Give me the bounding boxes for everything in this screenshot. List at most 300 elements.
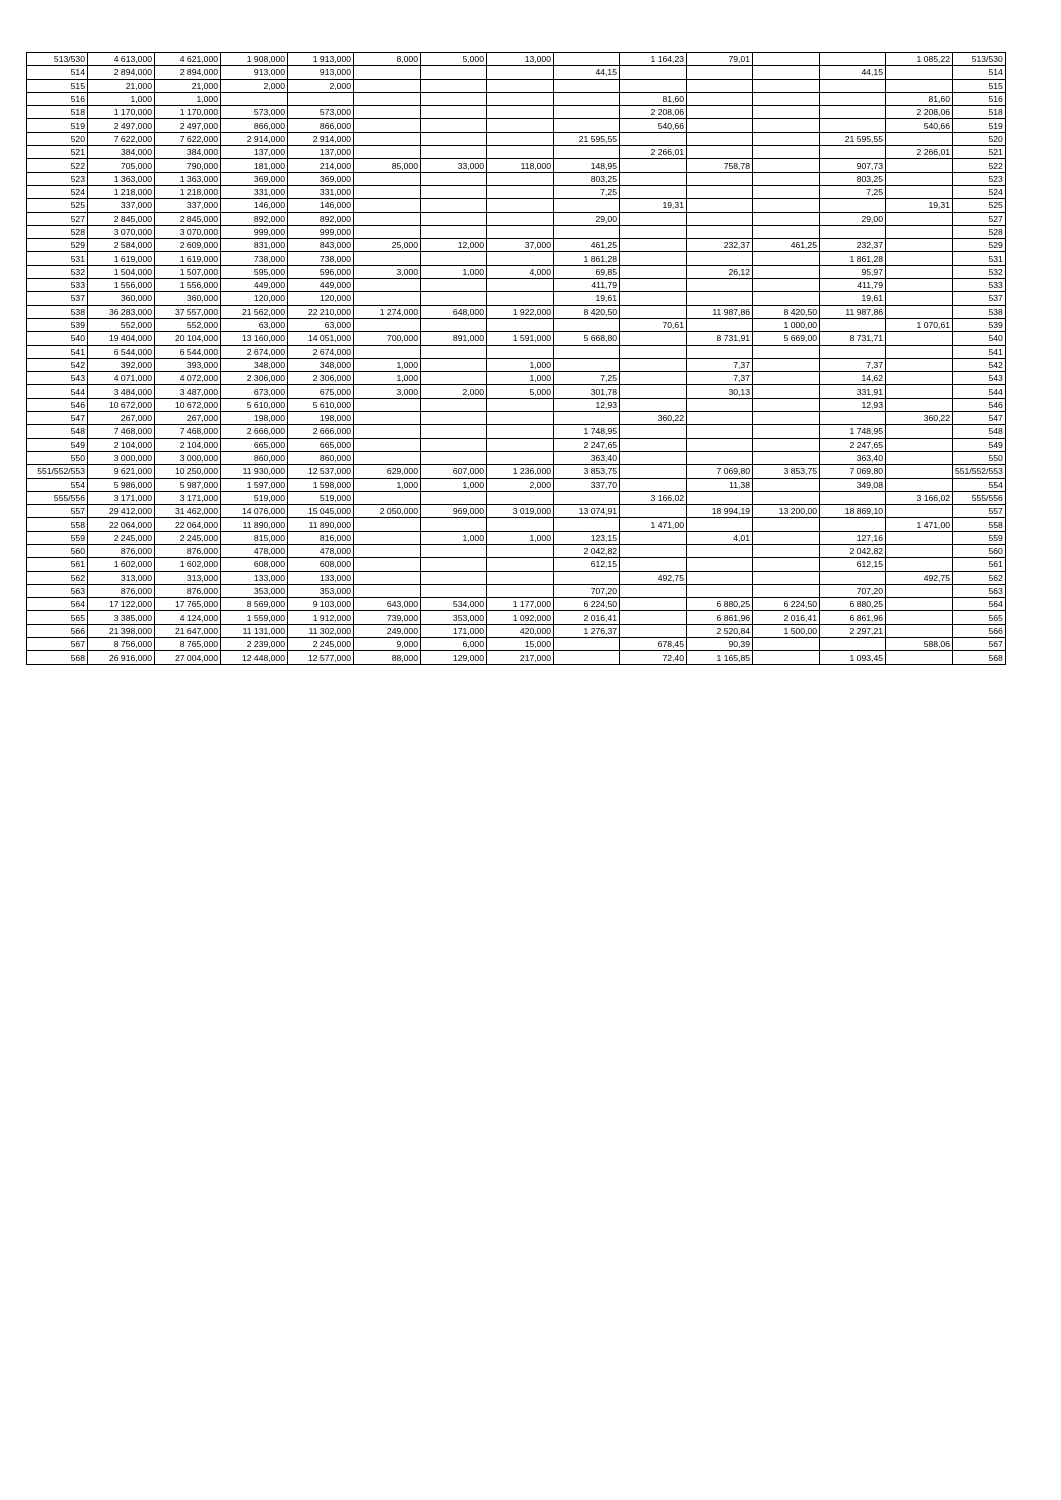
table-cell: 348,000 xyxy=(288,358,354,371)
table-cell: 1 085,22 xyxy=(886,53,953,66)
table-row xyxy=(27,292,1006,305)
table-cell: 643,000 xyxy=(354,598,421,611)
table-cell xyxy=(354,185,421,198)
table-cell: 518 xyxy=(953,106,1006,119)
table-cell xyxy=(421,279,487,292)
table-cell: 541 xyxy=(27,345,88,358)
table-cell xyxy=(620,584,687,597)
table-cell xyxy=(886,544,953,557)
table-cell: 348,000 xyxy=(221,358,288,371)
table-cell xyxy=(354,318,421,331)
table-cell xyxy=(753,265,820,278)
table-cell: 9 621,000 xyxy=(88,465,155,478)
table-cell: 9 103,000 xyxy=(288,598,354,611)
table-cell xyxy=(687,518,753,531)
table-cell xyxy=(620,358,687,371)
table-cell xyxy=(753,212,820,225)
table-cell xyxy=(886,252,953,265)
table-cell xyxy=(354,106,421,119)
table-cell: 313,000 xyxy=(88,571,155,584)
table-cell xyxy=(753,651,820,664)
table-cell: 337,000 xyxy=(155,199,221,212)
table-cell: 1 170,000 xyxy=(155,106,221,119)
table-cell: 552,000 xyxy=(88,318,155,331)
table-cell: 13 200,00 xyxy=(753,505,820,518)
table-cell xyxy=(687,225,753,238)
table-cell xyxy=(421,491,487,504)
table-cell: 5,000 xyxy=(421,53,487,66)
table-cell: 562 xyxy=(27,571,88,584)
table-cell: 384,000 xyxy=(155,146,221,159)
table-cell: 6 880,25 xyxy=(820,598,886,611)
table-cell: 2 520,84 xyxy=(687,624,753,637)
table-cell xyxy=(620,159,687,172)
table-cell: 22 064,000 xyxy=(88,518,155,531)
table-cell: 532 xyxy=(953,265,1006,278)
table-cell: 1 559,000 xyxy=(221,611,288,624)
table-cell: 534,000 xyxy=(421,598,487,611)
table-cell xyxy=(886,239,953,252)
table-cell xyxy=(421,372,487,385)
table-cell: 21 595,55 xyxy=(820,132,886,145)
table-row xyxy=(27,185,1006,198)
table-cell xyxy=(421,79,487,92)
table-cell: 525 xyxy=(27,199,88,212)
table-cell xyxy=(487,292,554,305)
table-row xyxy=(27,412,1006,425)
table-cell: 524 xyxy=(953,185,1006,198)
table-cell xyxy=(620,66,687,79)
table-cell: 11 890,000 xyxy=(288,518,354,531)
table-cell xyxy=(421,225,487,238)
table-cell: 557 xyxy=(27,505,88,518)
table-cell xyxy=(421,185,487,198)
table-cell: 539 xyxy=(27,318,88,331)
table-cell: 555/556 xyxy=(27,491,88,504)
table-cell xyxy=(421,119,487,132)
table-cell: 3 853,75 xyxy=(554,465,620,478)
table-cell: 2 239,000 xyxy=(221,638,288,651)
table-row xyxy=(27,119,1006,132)
table-cell: 21,000 xyxy=(155,79,221,92)
table-cell: 11 131,000 xyxy=(221,624,288,637)
table-cell xyxy=(421,199,487,212)
table-cell xyxy=(620,398,687,411)
table-cell xyxy=(554,491,620,504)
table-cell: 369,000 xyxy=(221,172,288,185)
table-cell xyxy=(487,212,554,225)
table-cell: 2,000 xyxy=(221,79,288,92)
table-cell: 999,000 xyxy=(221,225,288,238)
table-cell xyxy=(620,544,687,557)
table-cell xyxy=(620,465,687,478)
table-cell: 198,000 xyxy=(288,412,354,425)
table-cell: 876,000 xyxy=(155,584,221,597)
table-cell: 5 610,000 xyxy=(288,398,354,411)
table-cell: 7 622,000 xyxy=(88,132,155,145)
table-cell xyxy=(620,451,687,464)
table-cell xyxy=(554,571,620,584)
table-cell: 528 xyxy=(953,225,1006,238)
table-cell xyxy=(687,66,753,79)
table-cell: 2,000 xyxy=(487,478,554,491)
table-cell xyxy=(354,558,421,571)
table-cell: 1 912,000 xyxy=(288,611,354,624)
table-row xyxy=(27,358,1006,371)
table-cell: 3,000 xyxy=(354,385,421,398)
table-cell: 2 104,000 xyxy=(88,438,155,451)
table-cell xyxy=(753,385,820,398)
table-row xyxy=(27,398,1006,411)
table-cell: 7,37 xyxy=(687,358,753,371)
table-cell: 547 xyxy=(27,412,88,425)
table-cell: 267,000 xyxy=(88,412,155,425)
table-cell xyxy=(421,106,487,119)
table-cell: 10 672,000 xyxy=(88,398,155,411)
table-cell: 19 404,000 xyxy=(88,332,155,345)
table-cell xyxy=(487,132,554,145)
table-cell: 37 557,000 xyxy=(155,305,221,318)
table-cell: 608,000 xyxy=(288,558,354,571)
table-cell xyxy=(886,451,953,464)
table-cell: 2 894,000 xyxy=(155,66,221,79)
table-cell: 573,000 xyxy=(288,106,354,119)
table-cell: 29,00 xyxy=(554,212,620,225)
table-cell: 533 xyxy=(953,279,1006,292)
table-cell: 363,40 xyxy=(820,451,886,464)
table-cell: 353,000 xyxy=(421,611,487,624)
table-cell xyxy=(620,478,687,491)
table-cell: 2 245,000 xyxy=(288,638,354,651)
table-cell xyxy=(687,292,753,305)
table-cell: 540,66 xyxy=(620,119,687,132)
table-cell: 529 xyxy=(953,239,1006,252)
table-cell xyxy=(886,279,953,292)
table-cell xyxy=(487,172,554,185)
table-cell xyxy=(620,132,687,145)
table-cell: 675,000 xyxy=(288,385,354,398)
table-cell: 758,78 xyxy=(687,159,753,172)
table-cell xyxy=(687,79,753,92)
table-cell: 11 890,000 xyxy=(221,518,288,531)
table-cell: 2 666,000 xyxy=(221,425,288,438)
table-cell: 11 987,86 xyxy=(687,305,753,318)
table-cell: 707,20 xyxy=(820,584,886,597)
table-cell xyxy=(421,425,487,438)
table-cell: 551/552/553 xyxy=(953,465,1006,478)
table-cell: 12,93 xyxy=(820,398,886,411)
table-cell xyxy=(820,92,886,105)
table-cell: 568 xyxy=(27,651,88,664)
table-cell xyxy=(886,651,953,664)
table-cell xyxy=(554,318,620,331)
table-cell: 1 276,37 xyxy=(554,624,620,637)
table-cell: 214,000 xyxy=(288,159,354,172)
table-cell xyxy=(687,491,753,504)
table-cell xyxy=(354,279,421,292)
table-cell: 550 xyxy=(27,451,88,464)
table-cell xyxy=(886,212,953,225)
table-cell: 546 xyxy=(27,398,88,411)
table-cell: 2 914,000 xyxy=(221,132,288,145)
table-cell: 816,000 xyxy=(288,531,354,544)
table-cell: 541 xyxy=(953,345,1006,358)
table-cell: 1 598,000 xyxy=(288,478,354,491)
table-cell xyxy=(753,292,820,305)
table-cell: 44,15 xyxy=(820,66,886,79)
table-cell: 363,40 xyxy=(554,451,620,464)
table-cell: 17 122,000 xyxy=(88,598,155,611)
table-row xyxy=(27,225,1006,238)
table-cell: 860,000 xyxy=(288,451,354,464)
table-cell: 36 283,000 xyxy=(88,305,155,318)
table-cell: 69,85 xyxy=(554,265,620,278)
table-cell xyxy=(487,225,554,238)
table-cell xyxy=(487,318,554,331)
table-cell: 562 xyxy=(953,571,1006,584)
table-cell: 515 xyxy=(27,79,88,92)
table-cell xyxy=(421,558,487,571)
table-cell: 411,79 xyxy=(554,279,620,292)
table-cell: 1 218,000 xyxy=(155,185,221,198)
table-cell: 531 xyxy=(27,252,88,265)
table-cell: 133,000 xyxy=(221,571,288,584)
table-cell: 13,000 xyxy=(487,53,554,66)
table-cell: 37,000 xyxy=(487,239,554,252)
table-cell xyxy=(354,491,421,504)
table-cell xyxy=(487,412,554,425)
table-cell xyxy=(753,252,820,265)
table-cell xyxy=(620,265,687,278)
table-row xyxy=(27,132,1006,145)
table-row xyxy=(27,159,1006,172)
table-cell: 539 xyxy=(953,318,1006,331)
table-cell: 9,000 xyxy=(354,638,421,651)
table-cell: 2 306,000 xyxy=(288,372,354,385)
table-cell: 1 861,28 xyxy=(554,252,620,265)
table-cell xyxy=(354,531,421,544)
table-cell xyxy=(886,292,953,305)
table-row xyxy=(27,66,1006,79)
table-cell: 21,000 xyxy=(88,79,155,92)
table-cell: 15 045,000 xyxy=(288,505,354,518)
table-cell xyxy=(487,146,554,159)
table-cell: 21 562,000 xyxy=(221,305,288,318)
table-cell: 2 894,000 xyxy=(88,66,155,79)
table-cell: 866,000 xyxy=(221,119,288,132)
table-cell: 90,39 xyxy=(687,638,753,651)
table-row xyxy=(27,558,1006,571)
table-cell xyxy=(886,558,953,571)
table-cell: 120,000 xyxy=(288,292,354,305)
table-cell: 1 748,95 xyxy=(820,425,886,438)
table-cell xyxy=(820,345,886,358)
table-cell: 2 666,000 xyxy=(288,425,354,438)
table-cell xyxy=(820,199,886,212)
table-cell: 738,000 xyxy=(221,252,288,265)
table-cell xyxy=(421,584,487,597)
table-cell xyxy=(354,425,421,438)
table-cell: 26 916,000 xyxy=(88,651,155,664)
table-row xyxy=(27,239,1006,252)
table-cell: 1 177,000 xyxy=(487,598,554,611)
table-cell xyxy=(354,172,421,185)
table-cell: 554 xyxy=(953,478,1006,491)
table-row xyxy=(27,53,1006,66)
table-cell xyxy=(687,438,753,451)
table-cell: 548 xyxy=(27,425,88,438)
table-cell xyxy=(354,412,421,425)
table-cell: 2 245,000 xyxy=(155,531,221,544)
table-cell: 4 072,000 xyxy=(155,372,221,385)
table-cell xyxy=(620,212,687,225)
table-cell xyxy=(753,146,820,159)
table-cell xyxy=(886,265,953,278)
table-cell: 392,000 xyxy=(88,358,155,371)
table-cell: 531 xyxy=(953,252,1006,265)
table-cell xyxy=(886,425,953,438)
table-cell: 6 224,50 xyxy=(554,598,620,611)
table-cell: 913,000 xyxy=(221,66,288,79)
table-cell xyxy=(554,53,620,66)
table-cell: 550 xyxy=(953,451,1006,464)
table-cell xyxy=(820,518,886,531)
table-cell: 7,37 xyxy=(820,358,886,371)
table-row xyxy=(27,199,1006,212)
table-cell: 393,000 xyxy=(155,358,221,371)
table-cell: 12 577,000 xyxy=(288,651,354,664)
table-cell: 360,22 xyxy=(620,412,687,425)
table-cell xyxy=(886,345,953,358)
table-cell: 1 500,00 xyxy=(753,624,820,637)
table-cell: 3 385,000 xyxy=(88,611,155,624)
table-cell xyxy=(886,584,953,597)
table-cell xyxy=(620,531,687,544)
table-cell: 331,000 xyxy=(288,185,354,198)
table-cell: 521 xyxy=(953,146,1006,159)
table-cell xyxy=(620,332,687,345)
table-cell: 29 412,000 xyxy=(88,505,155,518)
table-cell xyxy=(753,106,820,119)
table-cell: 543 xyxy=(953,372,1006,385)
table-cell: 11,38 xyxy=(687,478,753,491)
table-cell: 3 070,000 xyxy=(155,225,221,238)
table-cell: 540 xyxy=(953,332,1006,345)
table-cell xyxy=(554,518,620,531)
table-cell xyxy=(354,438,421,451)
table-row xyxy=(27,518,1006,531)
table-cell: 547 xyxy=(953,412,1006,425)
table-cell: 565 xyxy=(953,611,1006,624)
table-cell: 790,000 xyxy=(155,159,221,172)
table-cell: 540 xyxy=(27,332,88,345)
table-cell: 559 xyxy=(27,531,88,544)
table-cell: 267,000 xyxy=(155,412,221,425)
table-cell: 14 051,000 xyxy=(288,332,354,345)
table-cell xyxy=(620,79,687,92)
table-cell: 519 xyxy=(27,119,88,132)
table-cell xyxy=(886,132,953,145)
table-cell: 913,000 xyxy=(288,66,354,79)
table-cell: 1 218,000 xyxy=(88,185,155,198)
table-cell xyxy=(354,345,421,358)
table-cell: 4 613,000 xyxy=(88,53,155,66)
table-cell: 72,40 xyxy=(620,651,687,664)
table-cell: 2 609,000 xyxy=(155,239,221,252)
table-cell xyxy=(687,106,753,119)
table-cell: 519 xyxy=(953,119,1006,132)
table-cell: 10 672,000 xyxy=(155,398,221,411)
table-cell: 2 497,000 xyxy=(155,119,221,132)
table-cell xyxy=(753,558,820,571)
table-cell xyxy=(820,106,886,119)
table-cell xyxy=(753,544,820,557)
table-cell: 1 170,000 xyxy=(88,106,155,119)
table-cell: 558 xyxy=(27,518,88,531)
table-cell xyxy=(487,66,554,79)
table-cell xyxy=(620,558,687,571)
table-cell xyxy=(753,79,820,92)
table-cell: 2 845,000 xyxy=(155,212,221,225)
table-cell: 12,000 xyxy=(421,239,487,252)
table-row xyxy=(27,252,1006,265)
table-cell: 549 xyxy=(953,438,1006,451)
table-cell: 1 164,23 xyxy=(620,53,687,66)
table-cell: 1 471,00 xyxy=(886,518,953,531)
table-row xyxy=(27,491,1006,504)
table-cell xyxy=(487,425,554,438)
table-cell xyxy=(421,438,487,451)
table-cell: 519,000 xyxy=(288,491,354,504)
table-cell: 555/556 xyxy=(953,491,1006,504)
table-row xyxy=(27,332,1006,345)
table-cell xyxy=(886,505,953,518)
table-cell: 596,000 xyxy=(288,265,354,278)
table-cell: 21 398,000 xyxy=(88,624,155,637)
table-cell: 565 xyxy=(27,611,88,624)
table-cell: 21 647,000 xyxy=(155,624,221,637)
table-cell xyxy=(421,412,487,425)
table-cell: 552,000 xyxy=(155,318,221,331)
table-cell: 2 104,000 xyxy=(155,438,221,451)
table-cell xyxy=(886,305,953,318)
table-cell: 815,000 xyxy=(221,531,288,544)
table-cell xyxy=(487,451,554,464)
table-cell xyxy=(620,292,687,305)
table-cell xyxy=(687,199,753,212)
table-cell: 5 986,000 xyxy=(88,478,155,491)
table-cell: 31 462,000 xyxy=(155,505,221,518)
table-cell: 573,000 xyxy=(221,106,288,119)
table-cell xyxy=(620,505,687,518)
table-cell xyxy=(487,185,554,198)
data-table xyxy=(26,52,1006,665)
table-cell: 492,75 xyxy=(620,571,687,584)
table-cell: 1 274,000 xyxy=(354,305,421,318)
table-cell xyxy=(687,92,753,105)
table-row xyxy=(27,146,1006,159)
table-cell: 707,20 xyxy=(554,584,620,597)
table-cell xyxy=(753,398,820,411)
table-cell xyxy=(820,638,886,651)
table-cell: 3 000,000 xyxy=(88,451,155,464)
table-cell: 876,000 xyxy=(88,544,155,557)
table-cell: 10 250,000 xyxy=(155,465,221,478)
table-cell: 353,000 xyxy=(221,584,288,597)
table-cell: 2 208,06 xyxy=(620,106,687,119)
table-cell xyxy=(753,372,820,385)
table-cell: 525 xyxy=(953,199,1006,212)
